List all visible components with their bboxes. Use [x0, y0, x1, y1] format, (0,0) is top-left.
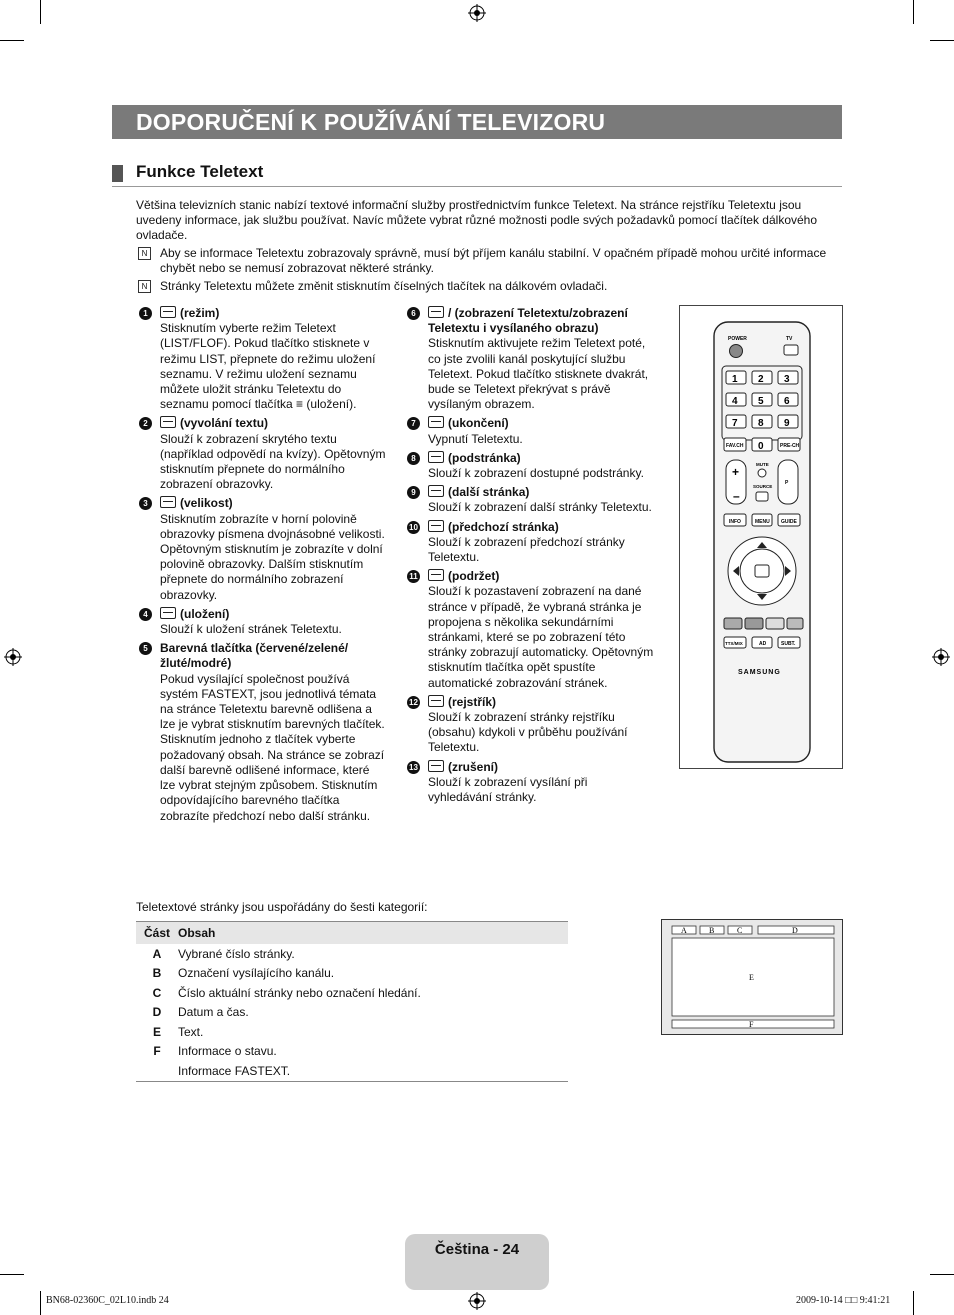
item-heading: (další stránka) [448, 485, 530, 500]
table-row [136, 1061, 568, 1081]
registration-mark-icon [4, 648, 22, 666]
crop-mark [930, 40, 954, 41]
number-badge: 9 [407, 486, 420, 499]
number-badge: 10 [407, 521, 420, 534]
hold-icon [428, 569, 444, 581]
item-heading: (rejstřík) [448, 694, 497, 709]
item-body: Slouží k uložení stránek Teletextu. [160, 622, 342, 637]
item-heading: Barevná tlačítka (červené/zelené/ žluté/modré) [160, 641, 349, 671]
list-item [404, 569, 654, 691]
table-row [136, 1042, 568, 1062]
section-marker [112, 165, 123, 182]
guide-label: GUIDE [781, 519, 797, 525]
page-number-box [405, 1234, 549, 1290]
registration-mark-icon [468, 4, 486, 22]
page-down-icon [428, 520, 444, 532]
crop-mark [40, 1291, 41, 1315]
note-text: Stránky Teletextu můžete změnit stisknutím číselných tlačítek na dálkovém ovladači. [160, 279, 608, 293]
column-header: Část [136, 922, 178, 945]
note-2 [136, 279, 841, 294]
digit-5: 5 [758, 396, 764, 407]
number-badge: 11 [407, 570, 420, 583]
item-body: Slouží k zobrazení dostupné podstránky. [428, 466, 644, 481]
info-label: INFO [729, 519, 741, 525]
item-heading: / (zobrazení Teletextu/zobrazení Teletextu i vysílaného obrazu) [428, 306, 628, 336]
number-badge: 12 [407, 696, 420, 709]
crop-mark [913, 1291, 914, 1315]
digit-buttons [726, 371, 798, 429]
region-c-label: C [737, 926, 743, 935]
crop-mark [930, 1274, 954, 1275]
registration-mark-icon [468, 1292, 486, 1310]
footer-date: 2009-10-14 □□ 9:41:21 [796, 1295, 891, 1306]
number-badge: 4 [139, 608, 152, 621]
table-row [136, 983, 568, 1003]
item-body: Slouží k zobrazení skrytého textu (například odpovědí na kvízy). Opětovným stisknutím přepnete do normálního zobrazení obrazovky. [160, 431, 386, 492]
menu-label: MENU [755, 519, 770, 525]
note-icon: N [138, 280, 151, 293]
size-icon [160, 496, 176, 508]
svg-text:+: + [732, 465, 740, 479]
region-e-label: E [749, 973, 754, 982]
table-caption: Teletextové stránky jsou uspořádány do šesti kategorií: [136, 900, 428, 914]
section-title: Funkce Teletext [136, 162, 264, 181]
item-heading: (uložení) [180, 606, 230, 621]
number-badge: 8 [407, 452, 420, 465]
page-title-bar [112, 105, 842, 139]
registration-mark-icon [932, 648, 950, 666]
digit-2: 2 [758, 374, 764, 385]
item-body: Vypnutí Teletextu. [428, 431, 523, 446]
ad-label: AD [759, 641, 767, 647]
item-heading: (podržet) [448, 569, 500, 584]
number-badge: 6 [407, 307, 420, 320]
teletext-on-icon [428, 306, 444, 318]
section-header [112, 160, 842, 187]
mute-label: MUTE [756, 462, 769, 467]
subt-label: SUBT. [781, 641, 796, 647]
region-a-label: A [681, 926, 687, 935]
table-row [136, 1003, 568, 1023]
item-body: Slouží k pozastavení zobrazení na dané stránce v případě, že vybraná stránka je propojena s několika sekundárními stránkami, které se po zobrazení této stránky zobrazují automaticky. Opětovným stisknutím tlačítka opět spustíte automatické zobrazování stránek. [428, 584, 654, 690]
note-1 [136, 246, 841, 276]
row-key: F [153, 1044, 161, 1059]
column-header: Obsah [178, 922, 568, 945]
store-icon [160, 607, 176, 619]
row-key: B [152, 966, 162, 981]
cancel-icon [428, 760, 444, 772]
number-badge: 5 [139, 642, 152, 655]
list-item [136, 496, 386, 602]
table-row [136, 944, 568, 964]
number-badge: 3 [139, 497, 152, 510]
digit-0: 0 [758, 441, 764, 452]
remote-illustration [679, 305, 843, 769]
item-heading: (ukončení) [448, 416, 509, 431]
digit-1: 1 [732, 374, 738, 385]
list-item [404, 760, 654, 806]
item-heading: (režim) [180, 306, 220, 320]
page-number: Čeština - 24 [434, 1241, 520, 1258]
number-badge: 13 [407, 761, 420, 774]
table-row [136, 1022, 568, 1042]
item-body: Slouží k zobrazení další stránky Teletextu. [428, 500, 652, 515]
page-title: DOPORUČENÍ K POUŽÍVÁNÍ TELEVIZORU [136, 109, 606, 135]
digit-3: 3 [784, 374, 790, 385]
item-body: Slouží k zobrazení vysílání při vyhledávání stránky. [428, 774, 588, 805]
region-d-label: D [792, 926, 798, 935]
row-key [136, 1061, 178, 1081]
region-b-label: B [709, 926, 715, 935]
exit-icon [428, 416, 444, 428]
item-heading: (předchozí stránka) [448, 519, 559, 534]
row-key: D [152, 1005, 162, 1020]
item-body: Slouží k zobrazení stránky rejstříku (obsahu) kdykoli v průběhu používání Teletextu. [428, 710, 628, 755]
digit-9: 9 [784, 418, 790, 429]
teletext-layout-diagram [661, 919, 843, 1035]
item-heading: (zrušení) [448, 759, 499, 774]
footer-file: BN68-02360C_02L10.indb 24 [46, 1295, 169, 1306]
row-value: Číslo aktuální stránky nebo označení hledání. [178, 985, 421, 1000]
note-icon: N [138, 247, 151, 260]
list-item [404, 520, 654, 566]
crop-mark [40, 0, 41, 24]
p-label: P [785, 480, 789, 486]
fav-label: FAV.CH [726, 443, 744, 449]
item-body: Pokud vysílající společnost používá systém FASTEXT, jsou jednotlivá témata na stránce Teletextu barevně odlišena a lze je vybrat stisknutím barevných tlačítek. Stisknutím jednoho z tlačítek vyberte požadovaný obsah. Na stránce se zobrazí další barevně odlišené informace, které lze vybrat stejným způsobem. Stisknutím odpovídajícího barevného tlačítka zobrazíte předchozí nebo další stránku. [160, 671, 385, 823]
left-column [136, 306, 386, 828]
crop-mark [913, 0, 914, 24]
power-label: POWER [728, 336, 747, 342]
list-item [404, 416, 654, 446]
table-header-row [136, 922, 568, 945]
right-column [404, 306, 654, 809]
row-key: E [152, 1024, 161, 1039]
table-row [136, 964, 568, 984]
note-text: Aby se informace Teletextu zobrazovaly správně, musí být příjem kanálu stabilní. V opačném případě mohou určité informace chybět nebo se nemusí zobrazovat některé stránky. [160, 246, 827, 275]
intro-paragraph: Většina televizních stanic nabízí textové informační služby prostřednictvím funkce Teletext. Na stránce rejstříku Teletextu jsou uvedeny informace, jak službu používat. Navíc můžete vybrat různé možnosti podle svých požadavků pomocí tlačítek dálkového ovladače. [136, 198, 818, 242]
list-item [136, 607, 386, 637]
item-heading: (velikost) [180, 496, 233, 511]
item-body: Slouží k zobrazení předchozí stránky Teletextu. [428, 534, 625, 565]
sub-page-icon [428, 451, 444, 463]
row-value: Text. [178, 1024, 204, 1039]
number-badge: 7 [407, 417, 420, 430]
brand-label: SAMSUNG [738, 669, 781, 676]
row-value: Vybrané číslo stránky. [178, 946, 295, 961]
crop-mark [0, 40, 24, 41]
row-key: C [152, 985, 162, 1000]
digit-6: 6 [784, 396, 790, 407]
digit-8: 8 [758, 418, 764, 429]
reveal-icon [160, 416, 176, 428]
index-icon [428, 695, 444, 707]
row-value: Datum a čas. [178, 1005, 249, 1020]
digit-7: 7 [732, 418, 738, 429]
row-value: Informace o stavu. [178, 1044, 277, 1059]
ttx-label: TTX/MIX [725, 641, 743, 646]
remote-control-icon [680, 306, 842, 768]
number-badge: 1 [139, 307, 152, 320]
digit-4: 4 [732, 396, 738, 407]
list-item [404, 306, 654, 412]
page-up-icon [428, 485, 444, 497]
region-f-label: F [749, 1020, 754, 1029]
row-key: A [152, 946, 162, 961]
row-value: Označení vysílajícího kanálu. [178, 966, 335, 981]
list-item [404, 695, 654, 756]
list-item [404, 451, 654, 481]
crop-mark [0, 1274, 24, 1275]
categories-table [136, 921, 568, 1082]
prech-label: PRE-CH [780, 443, 800, 449]
list-item [404, 485, 654, 515]
item-heading: (vyvolání textu) [180, 416, 269, 431]
list-item [136, 641, 386, 823]
item-body: Stisknutím vyberte režim Teletext (LIST/FLOF). Pokud tlačítko stisknete v režimu LIST, přepnete do režimu uložení seznamu. V režimu uložení seznamu můžete uložit stránku Teletextu do seznamu pomocí tlačítka ≡ (uložení). [160, 321, 376, 412]
source-label: SOURCE [753, 484, 773, 489]
number-badge: 2 [139, 417, 152, 430]
row-value: Informace FASTEXT. [178, 1061, 568, 1081]
list-item [136, 416, 386, 492]
svg-text:–: – [733, 489, 740, 503]
item-body: Stisknutím zobrazíte v horní polovině obrazovky písmena dvojnásobné velikosti. Opětovným stisknutím je zobrazíte v dolní polovině obrazovky. Dalším stisknutím přepnete do normálního zobrazení obrazovky. [160, 511, 385, 602]
item-body: Stisknutím aktivujete režim Teletext poté, co jste zvolili kanál poskytující službu Teletext. Pokud tlačítko stisknete dvakrát, bude se Teletext překrývat s právě vysílaným obrazem. [428, 336, 649, 412]
list-item [136, 306, 386, 412]
tv-label: TV [786, 336, 793, 342]
teletext-mode-icon [160, 306, 176, 318]
item-heading: (podstránka) [448, 450, 521, 465]
